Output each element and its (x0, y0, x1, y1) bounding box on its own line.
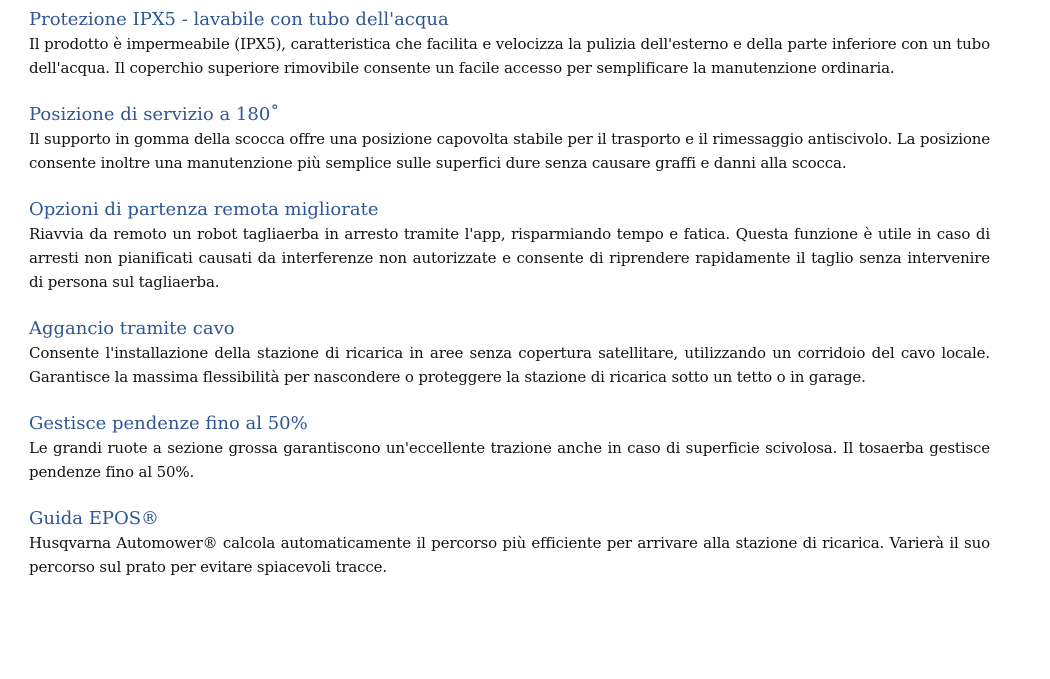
section-paragraph: Consente l'installazione della stazione di ricarica in aree senza copertura satellitare, utilizzando un corridoio del cavo locale. Garantisce la massima flessibilità per nascondere o proteggere la stazione di ricarica sotto un tetto o in garage. (29, 344, 990, 386)
section-paragraph: Il supporto in gomma della scocca offre una posizione capovolta stabile per il trasporto e il rimessaggio antiscivolo. La posizione consente inoltre una manutenzione più semplice sulle superfici dure senza causare graffi e danni alla scocca. (29, 130, 991, 172)
section-service-position (29, 103, 990, 175)
section-remote-start (29, 198, 990, 294)
section-heading: Protezione IPX5 - lavabile con tubo dell'acqua (29, 9, 449, 30)
section-ipx5 (29, 8, 990, 80)
document-body (29, 8, 990, 602)
section-paragraph: Il prodotto è impermeabile (IPX5), caratteristica che facilita e velocizza la pulizia dell'esterno e della parte inferiore con un tubo dell'acqua. Il coperchio superiore rimovibile consente un facile accesso per semplificare la manutenzione ordinaria. (29, 35, 990, 77)
section-wire-docking (29, 317, 990, 389)
section-paragraph: Husqvarna Automower® calcola automaticamente il percorso più efficiente per arrivare alla stazione di ricarica. Varierà il suo percorso sul prato per evitare spiacevoli tracce. (29, 534, 990, 576)
section-paragraph: Riavvia da remoto un robot tagliaerba in arresto tramite l'app, risparmiando tempo e fatica. Questa funzione è utile in caso di arresti non pianificati causati da interferenze non autorizzate e consente di riprendere rapidamente il taglio senza intervenire di persona sul tagliaerba. (29, 225, 990, 291)
section-heading: Aggancio tramite cavo (29, 318, 235, 339)
section-heading: Posizione di servizio a 180˚ (29, 104, 280, 125)
section-heading: Gestisce pendenze fino al 50% (29, 413, 308, 434)
section-slopes (29, 412, 990, 484)
section-epos-guidance (29, 507, 990, 579)
section-paragraph: Le grandi ruote a sezione grossa garantiscono un'eccellente trazione anche in caso di superficie scivolosa. Il tosaerba gestisce pendenze fino al 50%. (29, 439, 990, 481)
section-heading: Opzioni di partenza remota migliorate (29, 199, 379, 220)
section-heading: Guida EPOS® (29, 508, 160, 529)
